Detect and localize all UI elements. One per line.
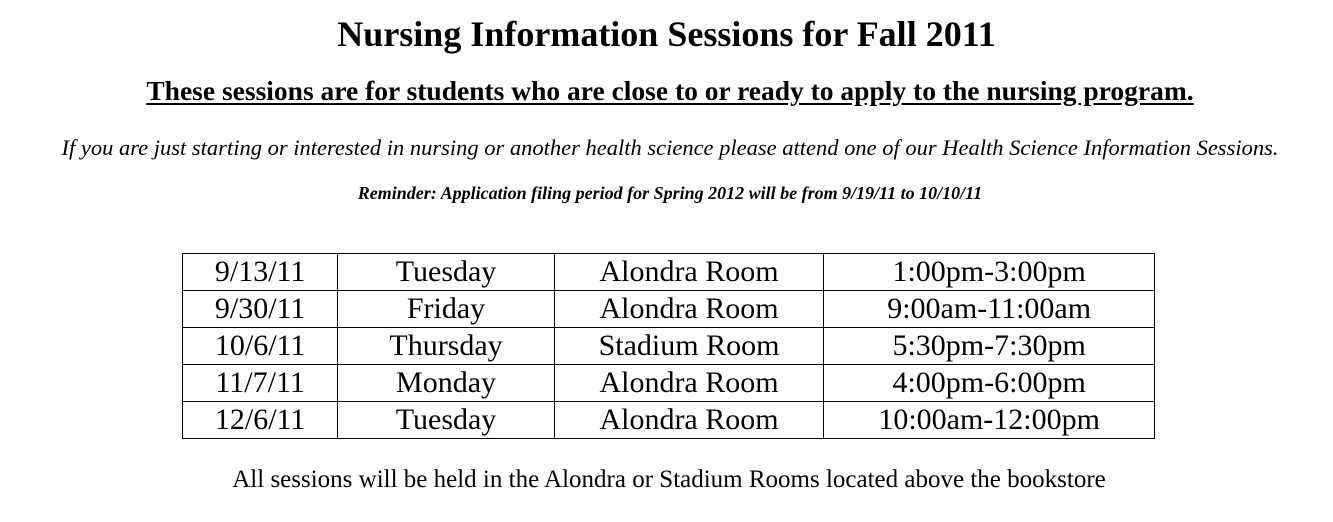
session-day: Tuesday <box>338 402 554 439</box>
location-footer: All sessions will be held in the Alondra or Stadium Rooms located above the bookstore <box>232 466 1106 493</box>
session-day: Monday <box>338 365 554 402</box>
table-row <box>183 291 1155 328</box>
table-row <box>183 328 1155 365</box>
page-subtitle: These sessions are for students who are close to or ready to apply to the nursing program. <box>146 75 1194 106</box>
application-reminder: Reminder: Application filing period for Spring 2012 will be from 9/19/11 to 10/10/11 <box>357 183 983 203</box>
session-time: 1:00pm-3:00pm <box>824 254 1155 291</box>
health-science-note: If you are just starting or interested in nursing or another health science please attend one of our Health Science Information Sessions. <box>61 135 1279 160</box>
session-time: 4:00pm-6:00pm <box>824 365 1155 402</box>
session-room: Alondra Room <box>554 291 824 328</box>
table-row <box>183 254 1155 291</box>
session-time: 9:00am-11:00am <box>824 291 1155 328</box>
session-time: 5:30pm-7:30pm <box>824 328 1155 365</box>
session-date: 12/6/11 <box>183 402 338 439</box>
table-row <box>183 365 1155 402</box>
session-date: 9/30/11 <box>183 291 338 328</box>
session-room: Alondra Room <box>554 402 824 439</box>
session-date: 9/13/11 <box>183 254 338 291</box>
session-day: Thursday <box>338 328 554 365</box>
session-date: 10/6/11 <box>183 328 338 365</box>
session-day: Tuesday <box>338 254 554 291</box>
sessions-table <box>182 253 1155 439</box>
session-time: 10:00am-12:00pm <box>824 402 1155 439</box>
session-day: Friday <box>338 291 554 328</box>
session-room: Stadium Room <box>554 328 824 365</box>
session-room: Alondra Room <box>554 365 824 402</box>
session-room: Alondra Room <box>554 254 824 291</box>
page-title: Nursing Information Sessions for Fall 2011 <box>337 14 996 54</box>
table-row <box>183 402 1155 439</box>
session-date: 11/7/11 <box>183 365 338 402</box>
